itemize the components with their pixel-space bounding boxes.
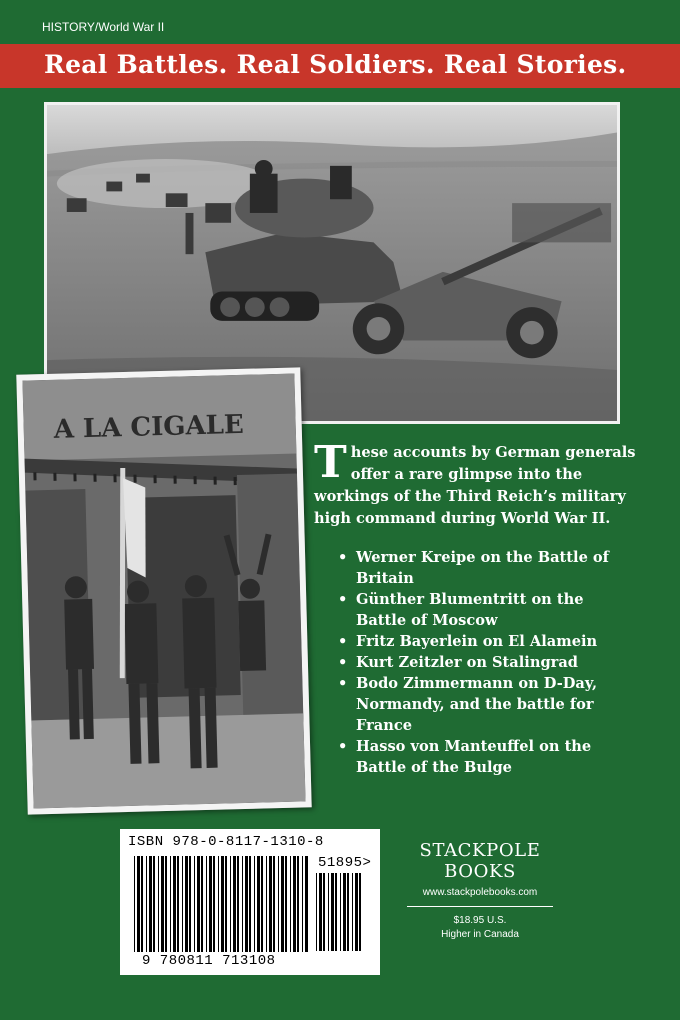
barcode-bar bbox=[221, 856, 224, 952]
barcode-bar bbox=[134, 856, 135, 952]
barcode-bar bbox=[249, 856, 251, 952]
barcode-bar bbox=[355, 873, 358, 951]
barcode-bar bbox=[218, 856, 219, 952]
barcode-bar bbox=[293, 856, 296, 952]
barcode-bar bbox=[170, 856, 171, 952]
barcode-bar bbox=[319, 873, 322, 951]
barcode-bar bbox=[206, 856, 207, 952]
barcode-bar bbox=[285, 856, 287, 952]
surrender-street-photo bbox=[16, 367, 311, 814]
barcode-bar bbox=[269, 856, 272, 952]
barcode-bar bbox=[297, 856, 299, 952]
barcode-bar bbox=[153, 856, 155, 952]
isbn-digits: 9 780811 713108 bbox=[142, 953, 276, 969]
barcode-bar bbox=[230, 856, 231, 952]
price-addon-barcode bbox=[316, 873, 368, 951]
barcode-bar bbox=[242, 856, 243, 952]
barcode-bar bbox=[328, 873, 329, 951]
barcode-bar bbox=[281, 856, 284, 952]
price-code: 51895> bbox=[318, 855, 372, 871]
barcode-bar bbox=[359, 873, 361, 951]
description-text: hese accounts by German generals offer a rare glimpse into the workings of the Third Reich’s military high command during World War II. bbox=[314, 444, 636, 527]
drop-cap: T bbox=[314, 437, 347, 488]
barcode-bar bbox=[331, 873, 334, 951]
barcode-bar bbox=[347, 873, 349, 951]
barcode-bar bbox=[137, 856, 140, 952]
barcode-bar bbox=[165, 856, 167, 952]
barcode-bar bbox=[173, 856, 176, 952]
list-item: • Kurt Zeitzler on Stalingrad bbox=[338, 652, 638, 673]
tagline-banner bbox=[0, 44, 680, 88]
barcode-bar bbox=[233, 856, 236, 952]
surrender-street-illustration bbox=[22, 374, 305, 809]
barcode-bar bbox=[290, 856, 291, 952]
price-canada: Higher in Canada bbox=[441, 929, 519, 940]
contents-list bbox=[338, 547, 638, 778]
category-label: HISTORY/World War II bbox=[42, 20, 165, 34]
barcode-bar bbox=[343, 873, 346, 951]
barcode-bar bbox=[141, 856, 143, 952]
isbn-barcode-box bbox=[120, 829, 380, 975]
barcode-bar bbox=[197, 856, 200, 952]
barcode-bar bbox=[335, 873, 337, 951]
barcode-bar bbox=[352, 873, 353, 951]
barcode-bar bbox=[237, 856, 239, 952]
barcode-bar bbox=[340, 873, 341, 951]
publisher-name-line2: BOOKS bbox=[444, 861, 516, 882]
barcode-bar bbox=[225, 856, 227, 952]
barcode-bar bbox=[266, 856, 267, 952]
barcode-bar bbox=[302, 856, 303, 952]
list-item: • Werner Kreipe on the Battle of Britain bbox=[338, 547, 638, 589]
ean-barcode bbox=[134, 856, 314, 952]
barcode-bar bbox=[257, 856, 260, 952]
publisher-url: www.stackpolebooks.com bbox=[422, 887, 538, 898]
barcode-bar bbox=[182, 856, 183, 952]
list-item: • Günther Blumentritt on the Battle of Moscow bbox=[338, 589, 638, 631]
barcode-bar bbox=[185, 856, 188, 952]
barcode-bar bbox=[158, 856, 159, 952]
list-item: • Hasso von Manteuffel on the Battle of the Bulge bbox=[338, 736, 638, 778]
barcode-bar bbox=[273, 856, 275, 952]
barcode-bar bbox=[254, 856, 255, 952]
barcode-bar bbox=[245, 856, 248, 952]
list-item: • Bodo Zimmermann on D-Day, Normandy, and the battle for France bbox=[338, 673, 638, 736]
barcode-bar bbox=[194, 856, 195, 952]
barcode-bar bbox=[323, 873, 325, 951]
barcode-bar bbox=[278, 856, 279, 952]
isbn-label: ISBN 978-0-8117-1310-8 bbox=[128, 834, 324, 850]
back-cover-description bbox=[314, 437, 654, 530]
barcode-bar bbox=[316, 873, 317, 951]
publisher-block bbox=[400, 840, 560, 942]
divider bbox=[407, 906, 553, 907]
tagline-text: Real Battles. Real Soldiers. Real Stories. bbox=[44, 50, 627, 79]
barcode-bar bbox=[177, 856, 179, 952]
price-us: $18.95 U.S. bbox=[453, 915, 507, 926]
publisher-name-line1: STACKPOLE bbox=[419, 840, 541, 861]
cigale-sign: A LA CIGALE bbox=[53, 409, 245, 445]
barcode-bar bbox=[149, 856, 152, 952]
barcode-bar bbox=[305, 856, 308, 952]
barcode-bar bbox=[213, 856, 215, 952]
barcode-bar bbox=[146, 856, 147, 952]
list-item: • Fritz Bayerlein on El Alamein bbox=[338, 631, 638, 652]
barcode-bar bbox=[209, 856, 212, 952]
barcode-bar bbox=[261, 856, 263, 952]
barcode-bar bbox=[189, 856, 191, 952]
barcode-bar bbox=[201, 856, 203, 952]
barcode-bar bbox=[161, 856, 164, 952]
